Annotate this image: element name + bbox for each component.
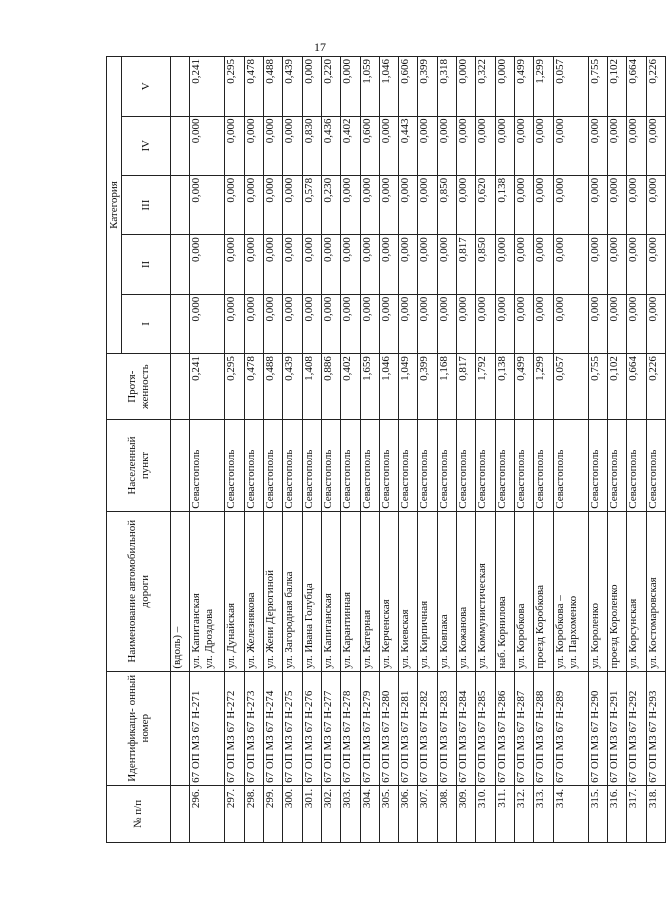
continuation-cell <box>171 420 190 511</box>
table-row <box>457 57 476 843</box>
cell-id: 67 ОП МЗ 67 Н-280 <box>379 671 398 785</box>
header-cat-5: V <box>122 57 171 117</box>
table-row <box>379 57 398 843</box>
cell-cat-2: 0,000 <box>399 235 418 294</box>
cell-place: Севастополь <box>302 420 321 511</box>
cell-cat-4: 0,000 <box>588 116 607 175</box>
cell-name: ул. Костомаровская <box>646 511 665 671</box>
header-cat-4: IV <box>122 116 171 175</box>
cell-num: 304. <box>360 785 379 842</box>
cell-num: 303. <box>341 785 360 842</box>
cell-cat-1: 0,000 <box>379 294 398 353</box>
cell-cat-3: 0,000 <box>534 175 553 234</box>
cell-cat-5: 0,664 <box>627 57 646 117</box>
cell-cat-5: 0,478 <box>244 57 263 117</box>
cell-num: 313. <box>534 785 553 842</box>
cell-cat-4: 0,443 <box>399 116 418 175</box>
table-row <box>244 57 263 843</box>
page-number: 17 <box>314 40 326 54</box>
cell-cat-5: 0,000 <box>341 57 360 117</box>
cell-cat-5: 1,299 <box>534 57 553 117</box>
cell-place: Севастополь <box>321 420 340 511</box>
cell-cat-2: 0,000 <box>418 235 437 294</box>
header-cat-3: III <box>122 175 171 234</box>
continuation-cell <box>171 785 190 842</box>
cell-id: 67 ОП МЗ 67 Н-286 <box>495 671 514 785</box>
cell-cat-1: 0,000 <box>437 294 456 353</box>
table-row <box>302 57 321 843</box>
cell-place: Севастополь <box>534 420 553 511</box>
cell-cat-2: 0,000 <box>627 235 646 294</box>
cell-id: 67 ОП МЗ 67 Н-277 <box>321 671 340 785</box>
cell-place: Севастополь <box>263 420 282 511</box>
cell-place: Севастополь <box>399 420 418 511</box>
cell-name: ул. Коммунистическая <box>476 511 495 671</box>
cell-place: Севастополь <box>283 420 302 511</box>
cell-cat-2: 0,000 <box>321 235 340 294</box>
cell-name: ул. Железнякова <box>244 511 263 671</box>
cell-num: 297. <box>225 785 244 842</box>
continuation-cell <box>171 294 190 353</box>
cell-length: 0,241 <box>190 354 225 420</box>
roads-table <box>106 56 666 843</box>
cell-place: Севастополь <box>553 420 588 511</box>
cell-cat-5: 0,295 <box>225 57 244 117</box>
cell-cat-2: 0,000 <box>607 235 626 294</box>
continuation-row <box>171 57 190 843</box>
header-id: Идентификаци- онный номер <box>107 671 171 785</box>
continuation-cell <box>171 671 190 785</box>
header-num: № п/п <box>107 785 171 842</box>
cell-cat-3: 0,000 <box>515 175 534 234</box>
cell-id: 67 ОП МЗ 67 Н-272 <box>225 671 244 785</box>
cell-cat-5: 0,241 <box>190 57 225 117</box>
table-row <box>495 57 514 843</box>
cell-id: 67 ОП МЗ 67 Н-288 <box>534 671 553 785</box>
cell-cat-5: 0,488 <box>263 57 282 117</box>
cell-cat-3: 0,000 <box>553 175 588 234</box>
cell-cat-1: 0,000 <box>341 294 360 353</box>
continuation-cell <box>171 175 190 234</box>
table-row <box>476 57 495 843</box>
cell-cat-5: 0,439 <box>283 57 302 117</box>
cell-place: Севастополь <box>225 420 244 511</box>
cell-cat-1: 0,000 <box>190 294 225 353</box>
cell-cat-4: 0,000 <box>495 116 514 175</box>
cell-cat-3: 0,000 <box>627 175 646 234</box>
cell-cat-1: 0,000 <box>244 294 263 353</box>
cell-cat-5: 1,046 <box>379 57 398 117</box>
continuation-cell <box>171 116 190 175</box>
cell-length: 0,057 <box>553 354 588 420</box>
cell-cat-2: 0,000 <box>588 235 607 294</box>
cell-name: наб. Корнилова <box>495 511 514 671</box>
cell-num: 315. <box>588 785 607 842</box>
cell-cat-3: 0,620 <box>476 175 495 234</box>
cell-id: 67 ОП МЗ 67 Н-289 <box>553 671 588 785</box>
cell-place: Севастополь <box>437 420 456 511</box>
cell-num: 302. <box>321 785 340 842</box>
cell-cat-2: 0,850 <box>476 235 495 294</box>
cell-cat-2: 0,000 <box>190 235 225 294</box>
cell-cat-2: 0,000 <box>553 235 588 294</box>
cell-cat-3: 0,578 <box>302 175 321 234</box>
cell-id: 67 ОП МЗ 67 Н-275 <box>283 671 302 785</box>
cell-cat-2: 0,817 <box>457 235 476 294</box>
cell-cat-1: 0,000 <box>588 294 607 353</box>
cell-num: 296. <box>190 785 225 842</box>
header-name: Наименование автомобильной дороги <box>107 511 171 671</box>
cell-cat-1: 0,000 <box>515 294 534 353</box>
cell-cat-1: 0,000 <box>360 294 379 353</box>
cell-num: 305. <box>379 785 398 842</box>
cell-length: 1,408 <box>302 354 321 420</box>
cell-length: 0,295 <box>225 354 244 420</box>
cell-num: 307. <box>418 785 437 842</box>
cell-cat-3: 0,000 <box>457 175 476 234</box>
cell-cat-3: 0,000 <box>379 175 398 234</box>
cell-place: Севастополь <box>646 420 665 511</box>
cell-num: 316. <box>607 785 626 842</box>
cell-cat-2: 0,000 <box>379 235 398 294</box>
road-name-line-2: ул. Пархоменко <box>566 595 579 669</box>
cell-cat-3: 0,000 <box>646 175 665 234</box>
cell-cat-4: 0,436 <box>321 116 340 175</box>
cell-cat-2: 0,000 <box>263 235 282 294</box>
cell-id: 67 ОП МЗ 67 Н-271 <box>190 671 225 785</box>
cell-cat-5: 0,499 <box>515 57 534 117</box>
cell-cat-3: 0,000 <box>190 175 225 234</box>
cell-length: 1,792 <box>476 354 495 420</box>
cell-place: Севастополь <box>341 420 360 511</box>
cell-cat-5: 0,000 <box>457 57 476 117</box>
continuation-cell <box>171 354 190 420</box>
header-category: Категория <box>107 57 122 354</box>
cell-name: ул. Керченская <box>379 511 398 671</box>
cell-num: 300. <box>283 785 302 842</box>
cell-length: 0,488 <box>263 354 282 420</box>
cell-id: 67 ОП МЗ 67 Н-274 <box>263 671 282 785</box>
cell-cat-5: 0,226 <box>646 57 665 117</box>
cell-place: Севастополь <box>379 420 398 511</box>
cell-name: ул. Ковпака <box>437 511 456 671</box>
cell-name: ул. Киевская <box>399 511 418 671</box>
cell-id: 67 ОП МЗ 67 Н-287 <box>515 671 534 785</box>
table-row <box>534 57 553 843</box>
cell-cat-4: 0,000 <box>283 116 302 175</box>
cell-name <box>190 511 225 671</box>
header-cat-1: I <box>122 294 171 353</box>
cell-length: 0,439 <box>283 354 302 420</box>
cell-cat-3: 0,850 <box>437 175 456 234</box>
table-row <box>646 57 665 843</box>
cell-cat-5: 0,755 <box>588 57 607 117</box>
cell-name: ул. Кожанова <box>457 511 476 671</box>
cell-name: ул. Капитанская <box>321 511 340 671</box>
cell-place: Севастополь <box>515 420 534 511</box>
cell-name <box>553 511 588 671</box>
table-row <box>627 57 646 843</box>
cell-cat-1: 0,000 <box>225 294 244 353</box>
table-row <box>399 57 418 843</box>
continuation-cell <box>171 235 190 294</box>
cell-name: проезд Коробкова <box>534 511 553 671</box>
cell-cat-4: 0,000 <box>515 116 534 175</box>
header-cat-2: II <box>122 235 171 294</box>
cell-name: ул. Катерная <box>360 511 379 671</box>
cell-cat-2: 0,000 <box>283 235 302 294</box>
cell-num: 299. <box>263 785 282 842</box>
cell-length: 0,755 <box>588 354 607 420</box>
cell-cat-5: 0,000 <box>302 57 321 117</box>
cell-place: Севастополь <box>495 420 514 511</box>
cell-id: 67 ОП МЗ 67 Н-285 <box>476 671 495 785</box>
road-name-line-2: ул. Дроздова <box>203 608 216 669</box>
table-row <box>553 57 588 843</box>
cell-name: проезд Короленко <box>607 511 626 671</box>
cell-place: Севастополь <box>190 420 225 511</box>
cell-cat-1: 0,000 <box>476 294 495 353</box>
cell-length: 0,886 <box>321 354 340 420</box>
cell-cat-3: 0,000 <box>607 175 626 234</box>
cell-cat-3: 0,000 <box>283 175 302 234</box>
cell-cat-4: 0,000 <box>457 116 476 175</box>
cell-name: ул. Ивана Голубца <box>302 511 321 671</box>
cell-cat-3: 0,000 <box>341 175 360 234</box>
cell-place: Севастополь <box>457 420 476 511</box>
cell-length: 0,499 <box>515 354 534 420</box>
cell-cat-4: 0,000 <box>627 116 646 175</box>
cell-length: 1,049 <box>399 354 418 420</box>
cell-cat-5: 0,399 <box>418 57 437 117</box>
cell-cat-5: 0,000 <box>495 57 514 117</box>
cell-place: Севастополь <box>627 420 646 511</box>
cell-place: Севастополь <box>418 420 437 511</box>
cell-num: 309. <box>457 785 476 842</box>
cell-id: 67 ОП МЗ 67 Н-292 <box>627 671 646 785</box>
cell-cat-5: 0,102 <box>607 57 626 117</box>
cell-place: Севастополь <box>360 420 379 511</box>
cell-length: 0,138 <box>495 354 514 420</box>
cell-cat-4: 0,000 <box>418 116 437 175</box>
cell-cat-4: 0,000 <box>534 116 553 175</box>
header-place: Населенный пункт <box>107 420 171 511</box>
cell-id: 67 ОП МЗ 67 Н-282 <box>418 671 437 785</box>
cell-cat-3: 0,000 <box>399 175 418 234</box>
cell-cat-1: 0,000 <box>627 294 646 353</box>
cell-cat-3: 0,230 <box>321 175 340 234</box>
cell-id: 67 ОП МЗ 67 Н-284 <box>457 671 476 785</box>
cell-length: 1,299 <box>534 354 553 420</box>
cell-num: 317. <box>627 785 646 842</box>
cell-id: 67 ОП МЗ 67 Н-279 <box>360 671 379 785</box>
cell-length: 1,046 <box>379 354 398 420</box>
cell-num: 310. <box>476 785 495 842</box>
cell-cat-1: 0,000 <box>457 294 476 353</box>
table-row <box>321 57 340 843</box>
cell-id: 67 ОП МЗ 67 Н-293 <box>646 671 665 785</box>
cell-name: ул. Карантинная <box>341 511 360 671</box>
cell-cat-2: 0,000 <box>515 235 534 294</box>
cell-length: 0,817 <box>457 354 476 420</box>
table-row <box>607 57 626 843</box>
cell-id: 67 ОП МЗ 67 Н-291 <box>607 671 626 785</box>
cell-cat-2: 0,000 <box>360 235 379 294</box>
cell-cat-4: 0,600 <box>360 116 379 175</box>
cell-cat-4: 0,000 <box>379 116 398 175</box>
cell-cat-4: 0,000 <box>263 116 282 175</box>
cell-name: ул. Кирпичная <box>418 511 437 671</box>
cell-cat-3: 0,138 <box>495 175 514 234</box>
table-row <box>418 57 437 843</box>
table-row <box>341 57 360 843</box>
cell-num: 308. <box>437 785 456 842</box>
cell-cat-5: 0,318 <box>437 57 456 117</box>
table-row <box>190 57 225 843</box>
cell-place: Севастополь <box>244 420 263 511</box>
header-length: Протя- женность <box>107 354 171 420</box>
cell-cat-3: 0,000 <box>360 175 379 234</box>
cell-cat-1: 0,000 <box>283 294 302 353</box>
table-row <box>360 57 379 843</box>
road-name-line-1: ул. Коробкова – <box>553 595 566 669</box>
table-row <box>283 57 302 843</box>
cell-length: 0,399 <box>418 354 437 420</box>
cell-cat-5: 0,606 <box>399 57 418 117</box>
cell-length: 0,102 <box>607 354 626 420</box>
table-row <box>263 57 282 843</box>
cell-place: Севастополь <box>476 420 495 511</box>
cell-name: ул. Корсунская <box>627 511 646 671</box>
cell-cat-4: 0,000 <box>553 116 588 175</box>
cell-cat-3: 0,000 <box>588 175 607 234</box>
cell-cat-1: 0,000 <box>399 294 418 353</box>
cell-cat-1: 0,000 <box>646 294 665 353</box>
cell-num: 318. <box>646 785 665 842</box>
cell-cat-4: 0,000 <box>476 116 495 175</box>
cell-place: Севастополь <box>588 420 607 511</box>
cell-cat-4: 0,000 <box>244 116 263 175</box>
rotated-table-wrapper <box>106 56 659 843</box>
cell-cat-2: 0,000 <box>495 235 514 294</box>
cell-cat-1: 0,000 <box>321 294 340 353</box>
cell-cat-4: 0,402 <box>341 116 360 175</box>
cell-length: 0,478 <box>244 354 263 420</box>
cell-cat-2: 0,000 <box>341 235 360 294</box>
cell-name: ул. Жени Дерюгиной <box>263 511 282 671</box>
cell-name: ул. Коробкова <box>515 511 534 671</box>
cell-cat-4: 0,000 <box>437 116 456 175</box>
cell-place: Севастополь <box>607 420 626 511</box>
cell-cat-1: 0,000 <box>553 294 588 353</box>
cell-name: ул. Короленко <box>588 511 607 671</box>
cell-length: 0,402 <box>341 354 360 420</box>
cell-cat-4: 0,000 <box>190 116 225 175</box>
cell-cat-1: 0,000 <box>418 294 437 353</box>
cell-num: 306. <box>399 785 418 842</box>
cell-cat-5: 0,322 <box>476 57 495 117</box>
cell-length: 1,168 <box>437 354 456 420</box>
cell-length: 0,226 <box>646 354 665 420</box>
cell-cat-4: 0,000 <box>646 116 665 175</box>
cell-id: 67 ОП МЗ 67 Н-290 <box>588 671 607 785</box>
cell-cat-1: 0,000 <box>263 294 282 353</box>
cell-cat-2: 0,000 <box>534 235 553 294</box>
cell-num: 298. <box>244 785 263 842</box>
cell-id: 67 ОП МЗ 67 Н-278 <box>341 671 360 785</box>
table-row <box>225 57 244 843</box>
cell-id: 67 ОП МЗ 67 Н-283 <box>437 671 456 785</box>
cell-cat-1: 0,000 <box>607 294 626 353</box>
table-row <box>515 57 534 843</box>
cell-cat-2: 0,000 <box>646 235 665 294</box>
cell-length: 0,664 <box>627 354 646 420</box>
cell-cat-4: 0,000 <box>607 116 626 175</box>
cell-cat-1: 0,000 <box>302 294 321 353</box>
cell-cat-2: 0,000 <box>225 235 244 294</box>
cell-cat-2: 0,000 <box>244 235 263 294</box>
cell-id: 67 ОП МЗ 67 Н-281 <box>399 671 418 785</box>
cell-name: ул. Загородная балка <box>283 511 302 671</box>
cell-cat-2: 0,000 <box>302 235 321 294</box>
table-row <box>588 57 607 843</box>
cell-id: 67 ОП МЗ 67 Н-273 <box>244 671 263 785</box>
cell-cat-3: 0,000 <box>244 175 263 234</box>
cell-cat-2: 0,000 <box>437 235 456 294</box>
cell-cat-1: 0,000 <box>534 294 553 353</box>
continuation-cell <box>171 57 190 117</box>
cell-cat-5: 0,220 <box>321 57 340 117</box>
cell-num: 312. <box>515 785 534 842</box>
cell-cat-5: 0,057 <box>553 57 588 117</box>
cell-name: ул. Дунайская <box>225 511 244 671</box>
cell-cat-1: 0,000 <box>495 294 514 353</box>
cell-id: 67 ОП МЗ 67 Н-276 <box>302 671 321 785</box>
continuation-text: (вдоль) – <box>171 511 190 671</box>
cell-num: 314. <box>553 785 588 842</box>
cell-num: 301. <box>302 785 321 842</box>
cell-cat-4: 0,000 <box>225 116 244 175</box>
cell-cat-5: 1,059 <box>360 57 379 117</box>
cell-cat-4: 0,830 <box>302 116 321 175</box>
cell-cat-3: 0,000 <box>263 175 282 234</box>
cell-num: 311. <box>495 785 514 842</box>
cell-cat-3: 0,000 <box>418 175 437 234</box>
cell-length: 1,659 <box>360 354 379 420</box>
table-body <box>171 57 666 843</box>
table-row <box>437 57 456 843</box>
cell-cat-3: 0,000 <box>225 175 244 234</box>
road-name-line-1: ул. Капитанская <box>190 593 203 669</box>
